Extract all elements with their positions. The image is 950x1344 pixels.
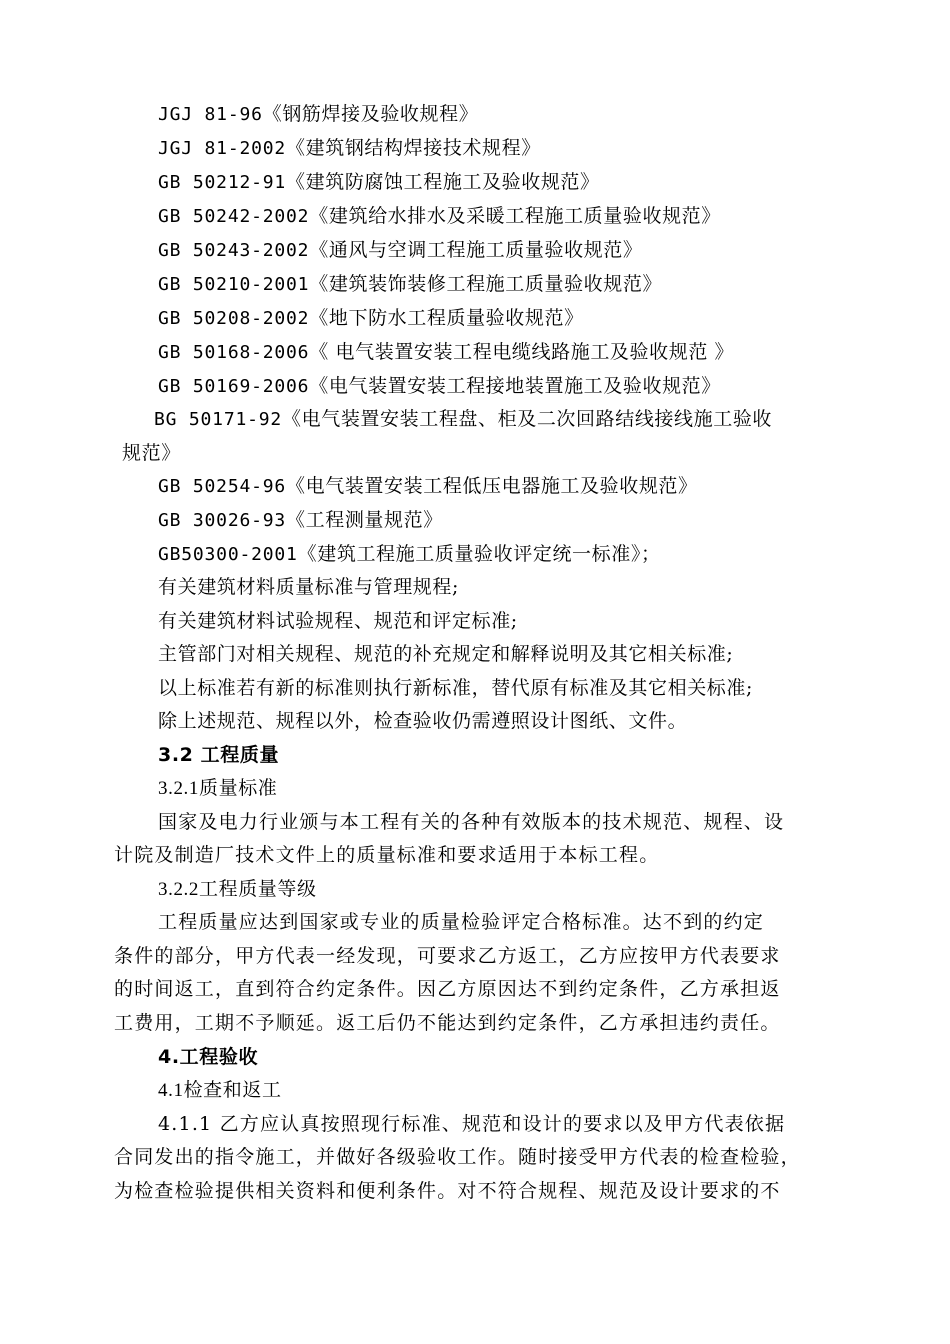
standard-title: 《工程测量规范》 — [286, 509, 443, 531]
note-line: 主管部门对相关规程、规范的补充规定和解释说明及其它相关标准; — [158, 643, 734, 665]
subsection-4-1 — [158, 1078, 282, 1103]
standard-line — [158, 238, 642, 263]
paragraph-line: 合同发出的指令施工，并做好各级验收工作。随时接受甲方代表的检查检验， — [114, 1146, 801, 1168]
paragraph-line: 工费用，工期不予顺延。返工后仍不能达到约定条件，乙方承担违约责任。 — [114, 1012, 781, 1034]
standard-code: BG 50171-92 — [154, 409, 283, 430]
note-line: 有关建筑材料试验规程、规范和评定标准; — [158, 610, 518, 632]
standard-title: 《通风与空调工程施工质量验收规范》 — [309, 239, 643, 261]
standard-code: GB 50254-96 — [158, 476, 287, 497]
standard-code: GB 50210-2001 — [158, 274, 310, 295]
standard-title: 规范》 — [122, 442, 181, 464]
paragraph-line: 4.1.1 乙方应认真按照现行标准、规范和设计的要求以及甲方代表依据 — [158, 1113, 786, 1135]
subsection-number: 4.1 — [158, 1080, 184, 1101]
standard-line — [158, 340, 734, 365]
standard-code: JGJ 81-2002 — [158, 138, 287, 159]
section-heading-4: 4.工程验收 — [158, 1046, 259, 1068]
subsection-3-2-1 — [158, 776, 277, 801]
standard-line — [154, 407, 772, 432]
standard-title: 《建筑防腐蚀工程施工及验收规范》 — [286, 171, 600, 193]
standard-line — [158, 542, 661, 567]
standard-title: 《电气装置安装工程低压电器施工及验收规范》 — [286, 475, 698, 497]
paragraph-line: 国家及电力行业颁与本工程有关的各种有效版本的技术规范、规程、设 — [158, 811, 785, 833]
standard-line — [158, 272, 662, 297]
standard-title: 《钢筋焊接及验收规程》 — [262, 103, 479, 125]
subsection-number: 3.2.2 — [158, 879, 199, 900]
standard-code: GB 50242-2002 — [158, 206, 310, 227]
standard-code: GB 50169-2006 — [158, 376, 310, 397]
standard-title: 《地下防水工程质量验收规范》 — [309, 307, 584, 329]
standard-line — [158, 102, 478, 127]
standard-line — [158, 136, 541, 161]
standard-line — [158, 374, 721, 399]
standard-code: GB 50212-91 — [158, 172, 287, 193]
standard-code: GB 30026-93 — [158, 510, 287, 531]
standard-title: 《 电气装置安装工程电缆线路施工及验收规范 》 — [309, 341, 735, 363]
standard-title: 《建筑钢结构焊接技术规程》 — [286, 137, 541, 159]
subsection-3-2-2 — [158, 877, 317, 902]
standard-line — [158, 170, 600, 195]
standard-code: GB 50168-2006 — [158, 342, 310, 363]
paragraph-line: 条件的部分，甲方代表一经发现，可要求乙方返工，乙方应按甲方代表要求 — [114, 945, 781, 967]
subsection-title: 检查和返工 — [183, 1079, 282, 1101]
standard-line — [158, 306, 584, 331]
subsection-number: 3.2.1 — [158, 778, 199, 799]
standard-title: 《建筑装饰装修工程施工质量验收规范》 — [309, 273, 663, 295]
note-line: 以上标准若有新的标准则执行新标准，替代原有标准及其它相关标准; — [158, 677, 754, 699]
standard-line — [158, 474, 698, 499]
standard-line — [158, 508, 443, 533]
subsection-title: 工程质量等级 — [199, 878, 317, 900]
paragraph-line: 的时间返工，直到符合约定条件。因乙方原因达不到约定条件，乙方承担返 — [114, 978, 781, 1000]
standard-code: GB 50243-2002 — [158, 240, 310, 261]
standard-line-continued — [122, 441, 181, 466]
standard-title: 《电气装置安装工程盘、柜及二次回路结线接线施工验收 — [282, 408, 773, 430]
standard-code: GB50300-2001 — [158, 544, 298, 565]
note-line: 有关建筑材料质量标准与管理规程; — [158, 576, 460, 598]
note-line: 除上述规范、规程以外，检查验收仍需遵照设计图纸、文件。 — [158, 710, 688, 732]
paragraph-line: 计院及制造厂技术文件上的质量标准和要求适用于本标工程。 — [114, 844, 660, 866]
paragraph-line: 工程质量应达到国家或专业的质量检验评定合格标准。达不到的约定 — [158, 911, 765, 933]
standard-title: 《电气装置安装工程接地装置施工及验收规范》 — [309, 375, 721, 397]
paragraph-line: 为检查检验提供相关资料和便利条件。对不符合规程、规范及设计要求的不 — [114, 1180, 781, 1202]
section-heading-3-2: 3.2 工程质量 — [158, 744, 280, 766]
subsection-title: 质量标准 — [199, 777, 278, 799]
standard-line — [158, 204, 721, 229]
standard-title: 《建筑给水排水及采暖工程施工质量验收规范》 — [309, 205, 721, 227]
standard-code: GB 50208-2002 — [158, 308, 310, 329]
standard-code: JGJ 81-96 — [158, 104, 263, 125]
standard-title: 《建筑工程施工质量验收评定统一标准》； — [297, 543, 661, 565]
